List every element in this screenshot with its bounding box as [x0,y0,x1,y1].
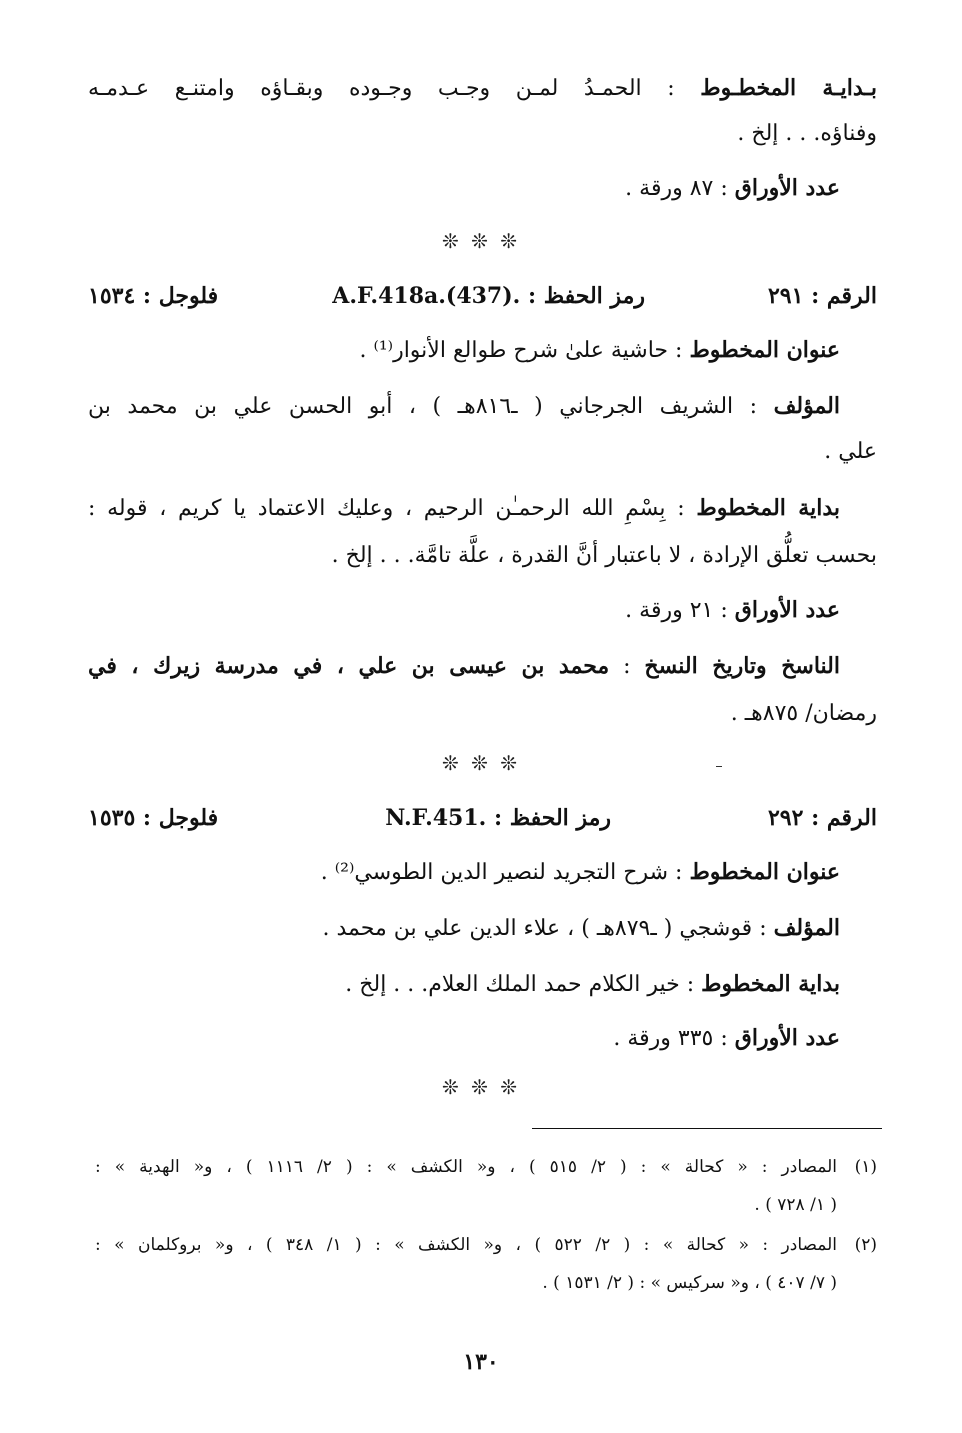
shelf-code: رمز الحفظ : .A.F.418a.(437) [332,283,645,309]
record-header-291 [88,276,877,316]
copyist-line-cont: رمضان/ ٨٧٥هـ . [730,701,877,726]
shelf-code: رمز الحفظ : .N.F.451 [385,805,611,831]
footnote-rule [532,1128,882,1129]
begin-line-cont: وفناؤه. . . إلخ . [737,121,877,146]
begin-line-cont: بحسب تعلُّق الإرادة ، لا باعتبار أنَّ القدرة ، علَّة تامَّة. . . إلخ . [331,543,877,568]
leaves-line: عدد الأوراق : ٢١ ورقة . [625,597,840,623]
record-number: الرقم : ٢٩٢ [767,805,877,831]
flugel-number: فلوجل : ١٥٣٤ [88,283,219,309]
footnote-1: (١)المصادر : « كحالة » : ( ٢/ ٥١٥ ) ، و« الكشف » : ( ٢/ ١١١٦ ) ، و« الهدية » : [95,1150,877,1184]
leaves-line: عدد الأوراق : ٣٣٥ ورقة . [613,1025,840,1051]
footnote-2: (٢)المصادر : « كحالة » : ( ٢/ ٥٢٢ ) ، و« الكشف » : ( ١/ ٣٤٨ ) ، و« بروكلمان » : [95,1228,877,1262]
author-line: المؤلف : الشريف الجرجاني ( ـ٨١٦هـ ) ، أبو الحسن علي بن محمد بن [88,393,841,419]
author-line: المؤلف : قوشجي ( ـ٨٧٩هـ ) ، علاء الدين علي بن محمد . [322,915,840,941]
footnote-1-cont: ( ١/ ٧٢٨ ) . [754,1195,837,1215]
stray-mark [716,766,722,767]
begin-line: بداية المخطوط : خير الكلام حمد الملك العلام. . . إلخ . [345,971,840,997]
section-separator: ❊ ❊ ❊ [442,229,520,253]
flugel-number: فلوجل : ١٥٣٥ [88,805,219,831]
copyist-line: الناسخ وتاريخ النسخ : محمد بن عيسى بن علي ، في مدرسة زيرك ، في [88,653,840,679]
title-line: عنوان المخطوط : شرح التجريد لنصير الدين الطوسي⁽²⁾ . [320,859,840,885]
footnote-marker: (٢) [854,1235,877,1255]
footnote-2-cont: ( ٧/ ٤٠٧ ) ، و« سركيس » : ( ٢/ ١٥٣١ ) . [542,1273,837,1293]
footnote-marker: (١) [854,1157,877,1177]
section-separator: ❊ ❊ ❊ [442,751,520,775]
record-header-292 [88,798,877,838]
begin-line: بداية المخطوط : بِسْمِ الله الرحمـٰن الرحيم ، وعليك الاعتماد يا كريم ، قوله : [88,495,841,521]
title-line: عنوان المخطوط : حاشية علىٰ شرح طوالع الأنوار⁽¹⁾ . [359,337,840,363]
author-line-cont: علي . [824,439,877,464]
leaves-line: عدد الأوراق : ٨٧ ورقة . [625,175,840,201]
begin-line: بـدايـة المخطـوط : الحمـدُ لمـن وجـب وجـوده وبقـاؤه وامتنـع عـدمـه [88,75,878,101]
page-number: ١٣٠ [463,1349,499,1375]
section-separator: ❊ ❊ ❊ [442,1075,520,1099]
record-number: الرقم : ٢٩١ [767,283,877,309]
